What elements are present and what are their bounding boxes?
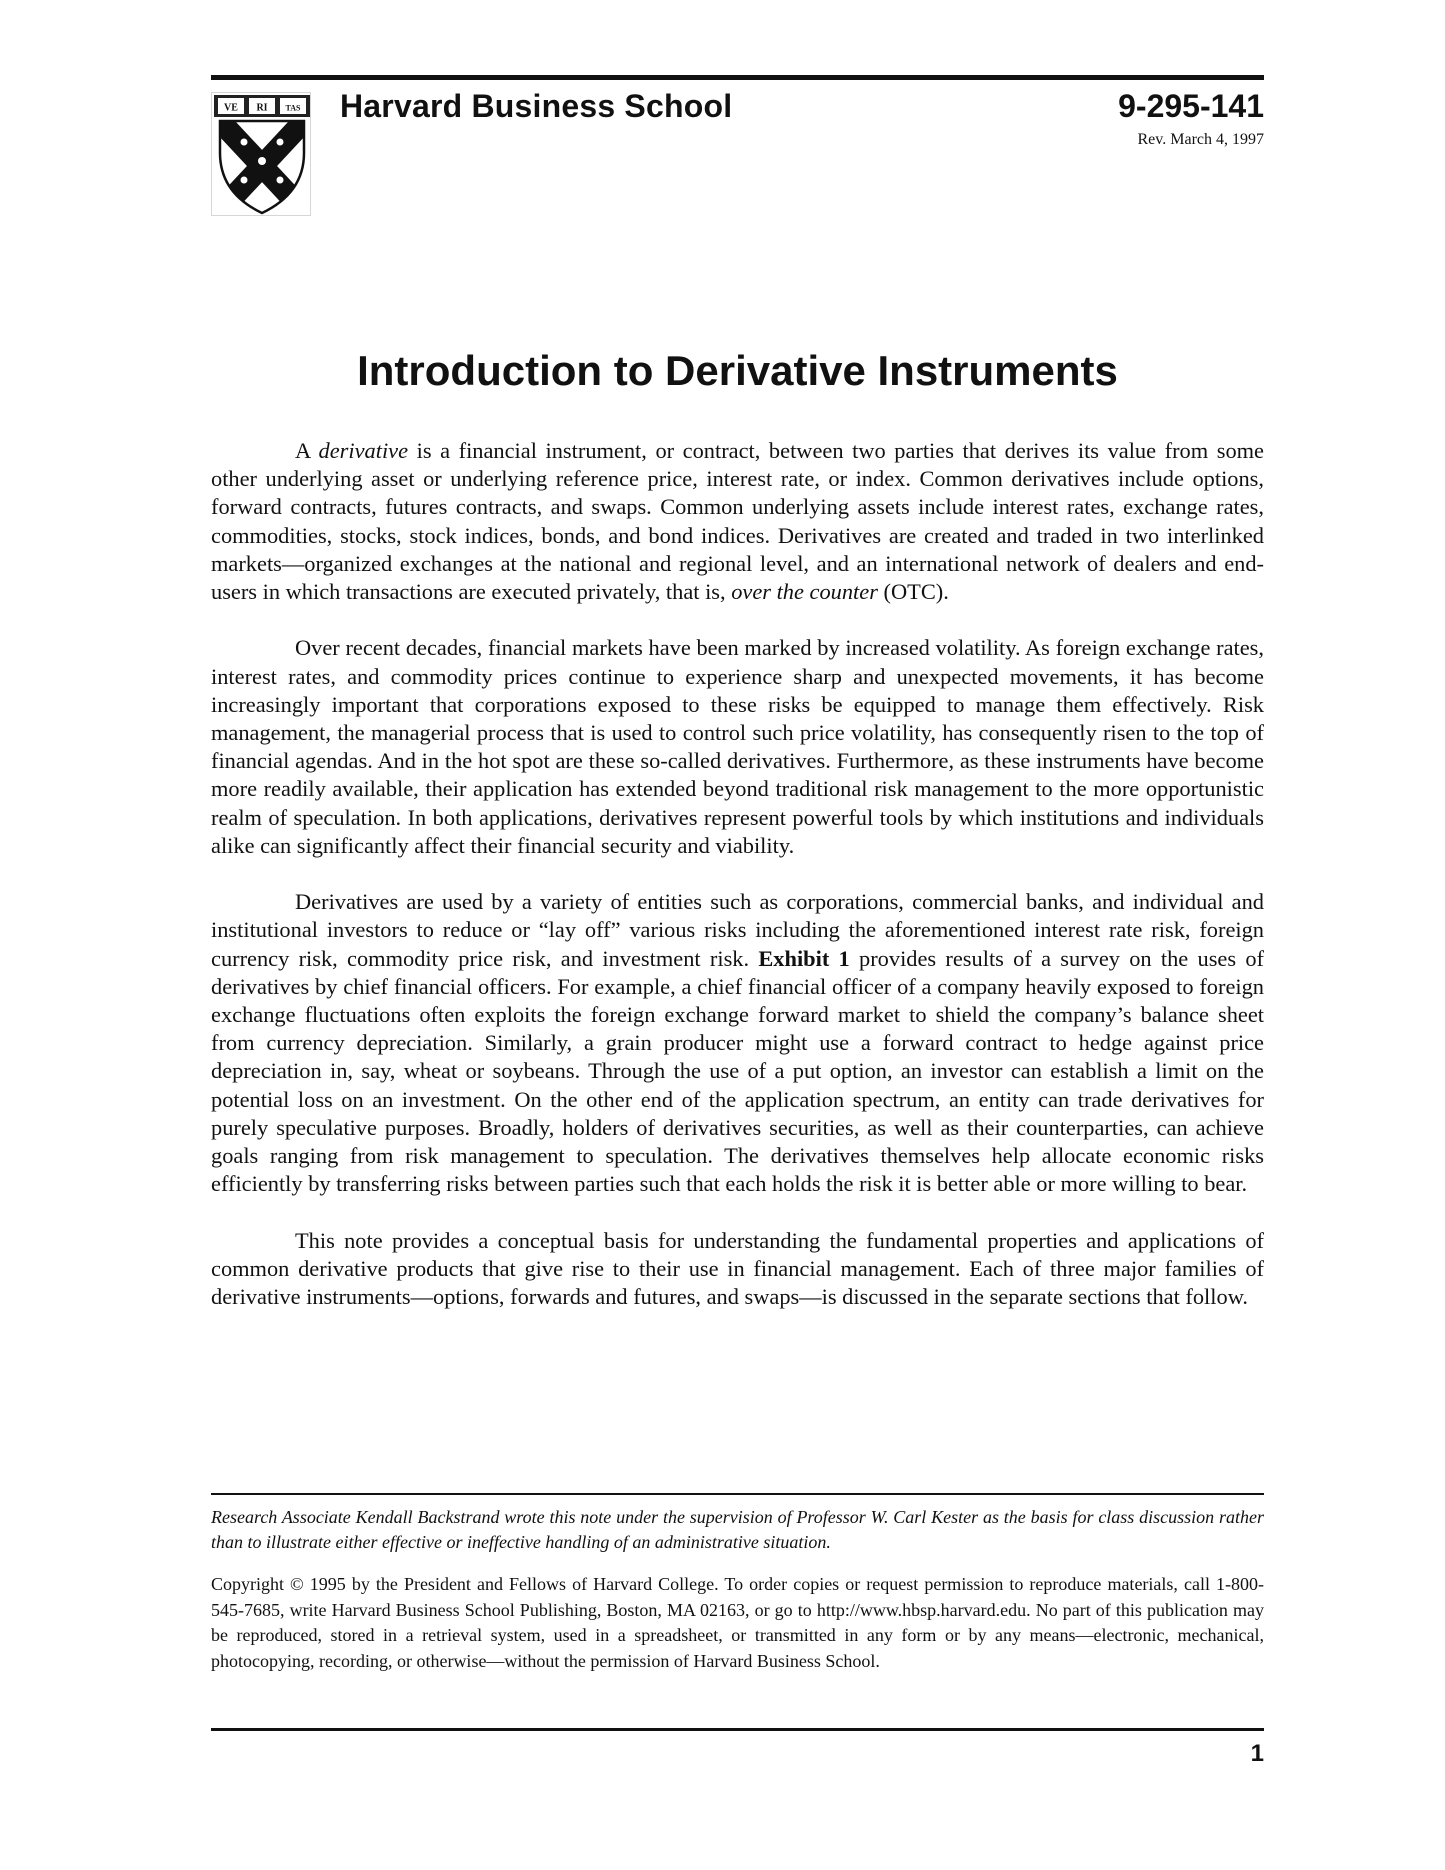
header-rule <box>211 75 1264 80</box>
exhibit-reference: Exhibit 1 <box>758 945 850 971</box>
school-name: Harvard Business School <box>340 88 733 124</box>
footnote-rule <box>211 1493 1264 1495</box>
p1-text-c: (OTC). <box>877 579 949 605</box>
page-number: 1 <box>1250 1740 1264 1767</box>
p3-text-a: Derivatives are used by a variety of entities such as corporations, commercial banks, and individual and institutional investors to reduce or “lay off” various risks including the aforementioned interest rate risk, foreign currency risk, commodity price risk, and investment risk. <box>211 889 1264 971</box>
document-title: Introduction to Derivative Instruments <box>357 347 1118 394</box>
authorship-note: Research Associate Kendall Backstrand wrote this note under the supervision of Professor W. Carl Kester as the basis for class discussion rather than to illustrate either effective or ineffective handling of an administrative situation. <box>211 1507 1264 1552</box>
copyright-notice: Copyright © 1995 by the President and Fellows of Harvard College. To order copies or request permission to reproduce materials, call 1-800-545-7685, write Harvard Business School Publishing, Boston, MA 02163, or go to http://www.hbsp.harvard.edu. No part of this publication may be reproduced, stored in a retrieval system, used in a spreadsheet, or transmitted in any form or by any means—electronic, mechanical, photocopying, recording, or otherwise—without the permission of Harvard Business School. <box>211 1574 1264 1671</box>
case-number: 9-295-141 <box>1118 88 1264 124</box>
logo-letters-1: VE <box>224 102 238 114</box>
revision-date: Rev. March 4, 1997 <box>1137 131 1264 148</box>
paragraph-1 <box>211 437 1264 606</box>
logo-letters-3: TAS <box>285 103 301 113</box>
hbs-shield-logo <box>211 92 311 216</box>
p1-text-b: is a financial instrument, or contract, between two parties that derives its value from some other underlying asset or underlying reference price, interest rate, or index. Common derivatives include options, forward contracts, futures contracts, and swaps. Common underlying assets include interest rates, exchange rates, commodities, stocks, stock indices, bonds, and bond indices. Derivatives are created and traded in two interlinked markets—organized exchanges at the national and regional level, and an international network of dealers and end-users in which transactions are executed privately, that is, <box>211 438 1264 605</box>
paragraph-2: Over recent decades, financial markets have been marked by increased volatility. As foreign exchange rates, interest rates, and commodity prices continue to experience sharp and unexpected movements, it has become increasingly important that corporations exposed to these risks be equipped to manage them effectively. Risk management, the managerial process that is used to control such price volatility, has consequently risen to the top of financial agendas. And in the hot spot are these so-called derivatives. Furthermore, as these instruments have become more readily available, their application has extended beyond traditional risk management to the more opportunistic realm of speculation. In both applications, derivatives represent powerful tools by which institutions and individuals alike can significantly affect their financial security and viability. <box>211 635 1264 858</box>
logo-letters-2: RI <box>256 102 268 114</box>
body-text <box>211 437 1264 1339</box>
p3-text-b: provides results of a survey on the uses of derivatives by chief financial officers. For example, a chief financial officer of a company heavily exposed to foreign exchange fluctuations often exploits the foreign exchange forward market to shield the company’s balance sheet from currency depreciation. Similarly, a grain producer might use a forward contract to hedge against price depreciation in, say, wheat or soybeans. Through the use of a put option, an investor can establish a limit on the potential loss on an investment. On the other end of the application spectrum, an entity can trade derivatives for purely speculative purposes. Broadly, holders of derivatives securities, as well as their counterparties, can achieve goals ranging from risk management to speculation. The derivatives themselves help allocate economic risks efficiently by transferring risks between parties such that each holds the risk it is better able or more willing to bear. <box>211 945 1264 1197</box>
shield-icon <box>212 93 312 217</box>
otc-term: over the counter <box>731 579 878 605</box>
paragraph-3 <box>211 888 1264 1198</box>
derivative-term: derivative <box>318 438 409 463</box>
p1-text-a: A <box>295 438 319 463</box>
paragraph-4: This note provides a conceptual basis for understanding the fundamental properties and applications of common derivative products that give rise to their use in financial management. Each of three major families of derivative instruments—options, forwards and futures, and swaps—is discussed in the separate sections that follow. <box>211 1227 1264 1310</box>
footer-rule <box>211 1728 1264 1731</box>
